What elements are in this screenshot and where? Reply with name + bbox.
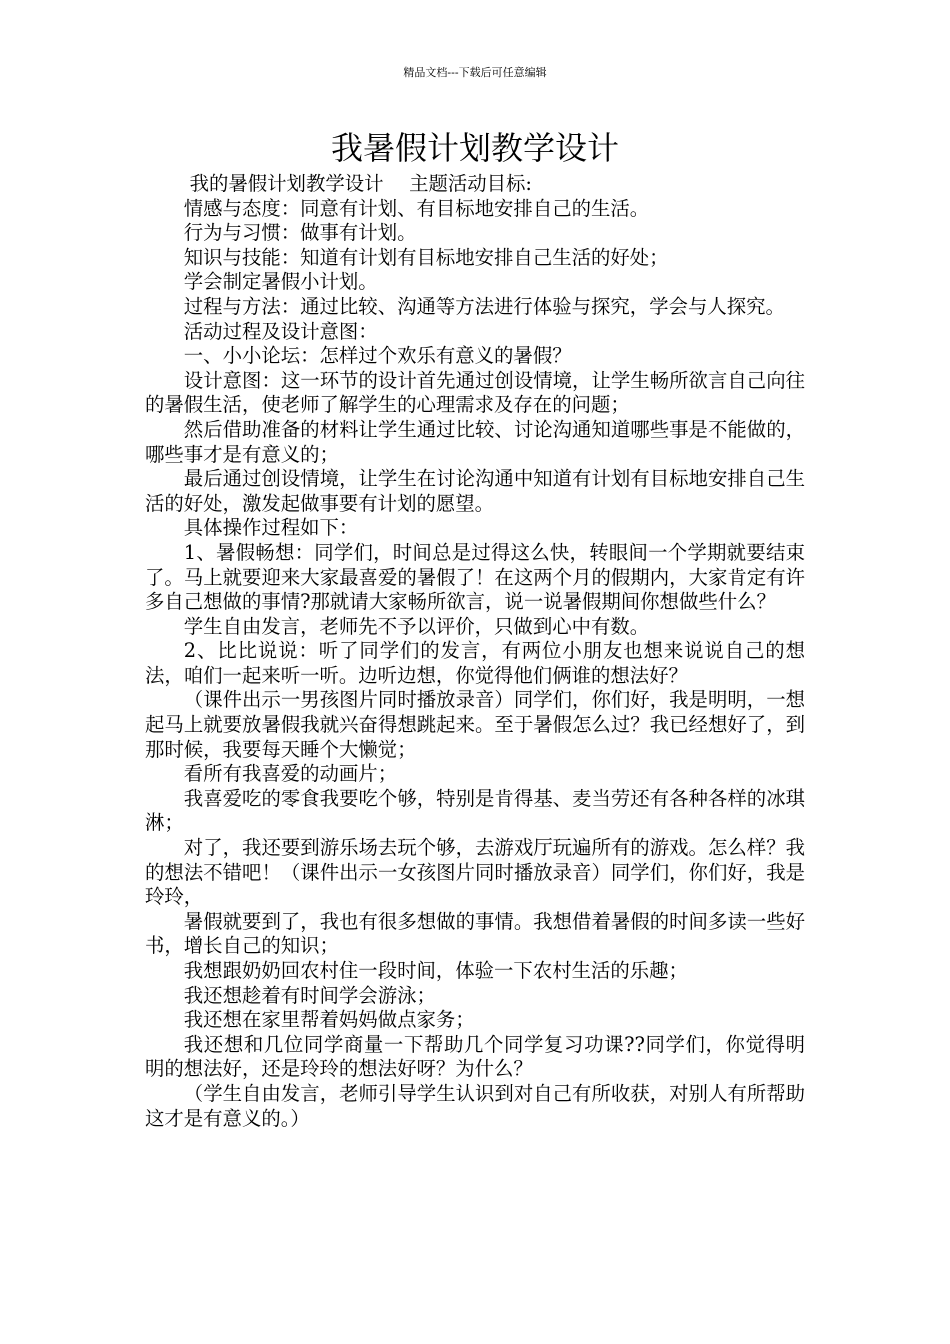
paragraph-mingming: （课件出示一男孩图片同时播放录音）同学们，你们好，我是明明，一想起马上就要放暑假我就兴奋得想跳起来。至于暑假怎么过？我已经想好了，到那时候，我要每天睡个大懒觉；	[145, 688, 805, 761]
paragraph-procedure-heading: 具体操作过程如下：	[183, 516, 359, 540]
header-note: 精品文档---下载后可任意编辑	[403, 66, 547, 79]
paragraph-teacher-guidance: （学生自由发言，老师引导学生认识到对自己有所收获，对别人有所帮助这才是有意义的。）	[145, 1081, 805, 1130]
paragraph-plan-goal: 学会制定暑假小计划。	[183, 270, 378, 294]
paragraph-countryside: 我想跟奶奶回农村住一段时间，体验一下农村生活的乐趣；	[183, 959, 688, 982]
paragraph-help-classmates: 我还想和几位同学商量一下帮助几个同学复习功课??同学们，你觉得明明的想法好，还是玲玲的想法好呀？为什么？	[145, 1032, 805, 1081]
paragraph-behavior-goal: 行为与习惯：做事有计划。	[183, 221, 417, 245]
paragraph-knowledge-goal: 知识与技能：知道有计划有目标地安排自己生活的好处；	[183, 245, 669, 269]
paragraph-playground: 对了，我还要到游乐场去玩个够，去游戏厅玩遍所有的游戏。怎么样？我的想法不错吧！（课件出示一女孩图片同时播放录音）同学们，你们好，我是玲玲，	[145, 836, 805, 909]
paragraph-housework: 我还想在家里帮着妈妈做点家务；	[183, 1008, 475, 1032]
paragraph-intro: 我的暑假计划教学设计 主题活动目标:	[189, 172, 532, 195]
paragraph-final-situation: 最后通过创设情境，让学生在讨论沟通中知道有计划有目标地安排自己生活的好处，激发起做事要有计划的愿望。	[145, 467, 805, 515]
paragraph-step-two: 2、比比说说：听了同学们的发言，有两位小朋友也想来说说自己的想法，咱们一起来听一听。边听边想，你觉得他们俩谁的想法好？	[145, 639, 805, 687]
paragraph-lingling-reading: 暑假就要到了，我也有很多想做的事情。我想借着暑假的时间多读一些好书，增长自己的知识；	[145, 909, 805, 958]
paragraph-section-one: 一、小小论坛：怎样过个欢乐有意义的暑假？	[183, 344, 572, 368]
paragraph-compare-discuss: 然后借助准备的材料让学生通过比较、讨论沟通知道哪些事是不能做的，哪些事才是有意义的；	[145, 417, 805, 466]
paragraph-free-speech: 学生自由发言，老师先不予以评价，只做到心中有数。	[183, 614, 650, 638]
paragraph-cartoons: 看所有我喜爱的动画片；	[183, 762, 398, 786]
paragraph-snacks: 我喜爱吃的零食我要吃个够，特别是肯得基、麦当劳还有各种各样的冰琪淋；	[145, 786, 805, 835]
document-body	[145, 172, 805, 1131]
paragraph-swimming: 我还想趁着有时间学会游泳；	[183, 983, 436, 1007]
paragraph-design-intent: 设计意图：这一环节的设计首先通过创设情境，让学生畅所欲言自己向往的暑假生活，使老师了解学生的心理需求及存在的问题；	[145, 368, 805, 417]
paragraph-emotion-goal: 情感与态度：同意有计划、有目标地安排自己的生活。	[183, 196, 650, 220]
paragraph-method-goal: 过程与方法：通过比较、沟通等方法进行体验与探究，学会与人探究。	[183, 294, 785, 318]
document-title: 我暑假计划教学设计	[330, 129, 619, 167]
paragraph-step-one: 1、暑假畅想：同学们，时间总是过得这么快，转眼间一个学期就要结束了。马上就要迎来大家最喜爱的暑假了！在这两个月的假期内，大家肯定有许多自己想做的事情?那就请大家畅所欲言，说一说暑假期间你想做些什么？	[145, 540, 805, 614]
paragraph-process-heading: 活动过程及设计意图：	[183, 319, 378, 343]
